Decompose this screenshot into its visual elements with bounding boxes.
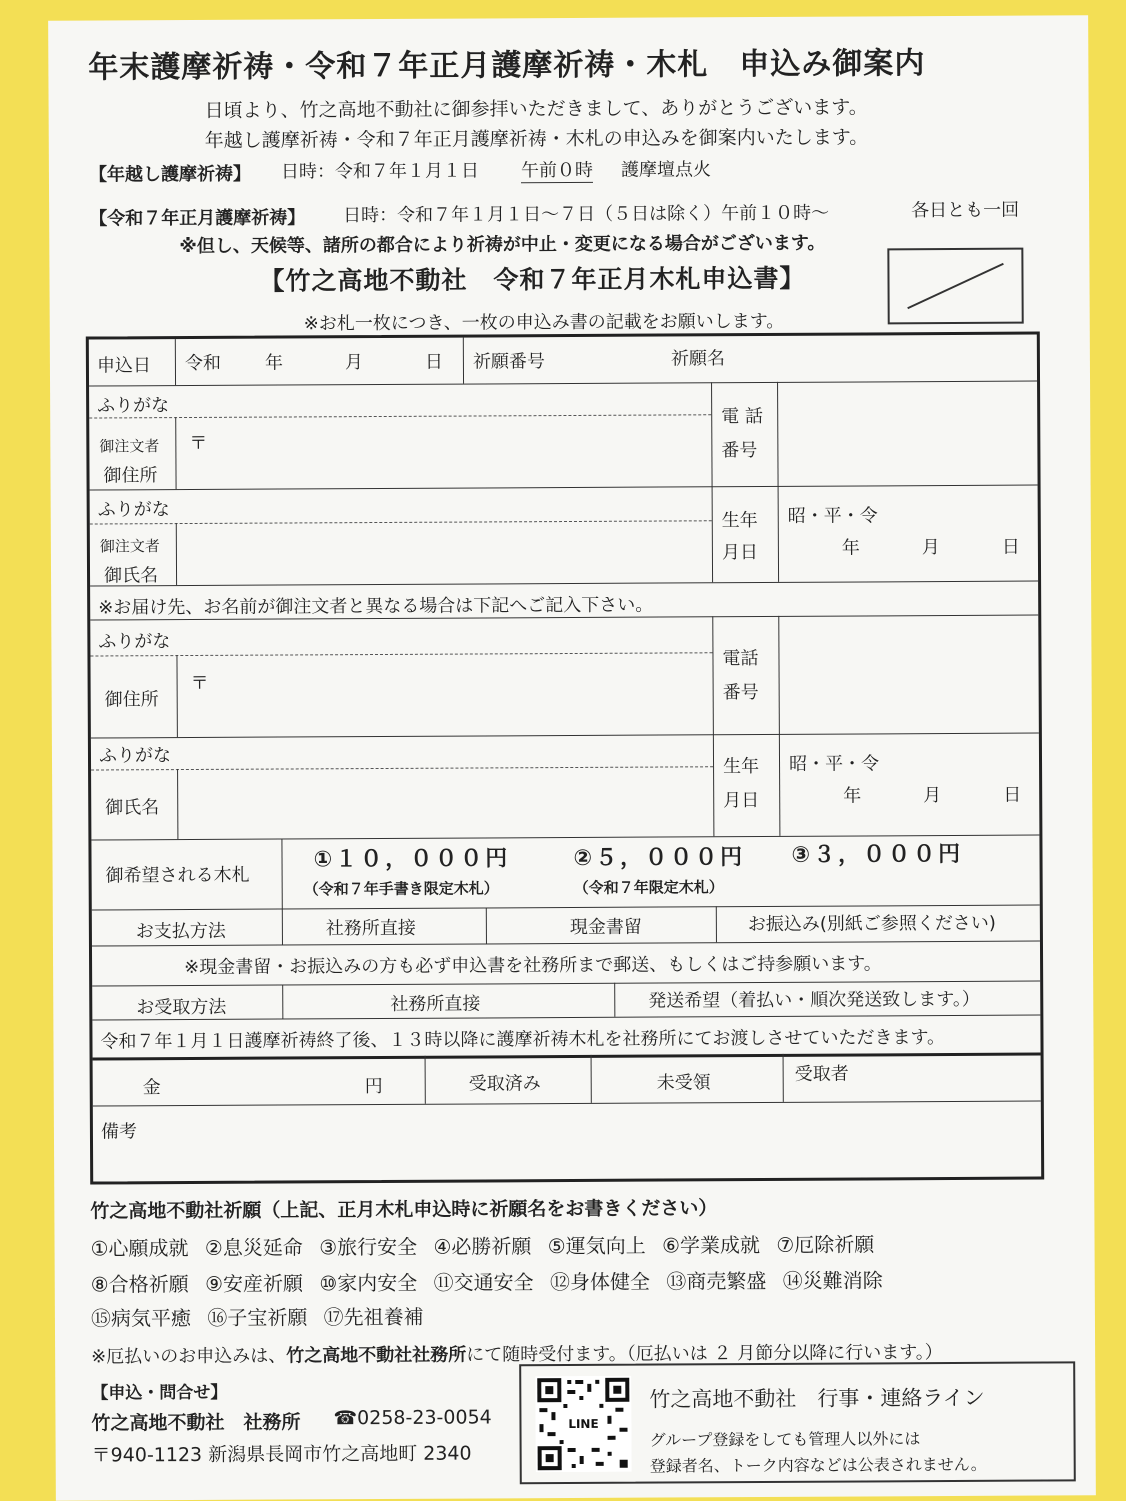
contact-label: 【申込・問合せ】 <box>91 1382 228 1404</box>
birth-year: 年 <box>841 537 860 559</box>
prayer-number-label: 祈願番号 <box>472 351 545 373</box>
form-subtitle: ※お札一枚につき、一枚の申込み書の記載をお願いします。 <box>303 310 785 335</box>
greeting-line-1: 日頃より、竹之高地不動社に御参拝いただきまして、ありがとうございます。 <box>204 96 868 122</box>
receive-note: 令和７年１月１日護摩祈祷終了後、１３時以降に護摩祈祷木札を社務所にてお渡しさせていただきます。 <box>100 1027 946 1053</box>
toshikoshi-label: 【年越し護摩祈祷】 <box>88 163 251 186</box>
orderer-label: 御注文者 <box>99 437 160 456</box>
birth-day: 日 <box>1003 784 1022 806</box>
line-group-box <box>519 1361 1076 1484</box>
birth-eras: 昭・平・令 <box>787 505 878 527</box>
furigana-label: ふりがな <box>98 745 172 767</box>
shogatsu-label: 【令和７年正月護摩祈祷】 <box>89 207 306 230</box>
prayer-item: ⑧合格祈願 <box>90 1272 189 1297</box>
greeting-line-2: 年越し護摩祈祷・令和７年正月護摩祈祷・木札の申込みを御案内いたします。 <box>204 126 869 152</box>
price-option-1-note: （令和７年手書き限定木札） <box>303 879 499 899</box>
phone-label-2: 番号 <box>721 440 758 462</box>
birth-label-2: 月日 <box>723 790 760 812</box>
yen-label: 円 <box>364 1075 383 1098</box>
phone-label-2: 番号 <box>722 682 759 704</box>
birth-label-2: 月日 <box>721 542 758 564</box>
price-option-3: ③３，０００円 <box>791 841 964 868</box>
application-form <box>86 332 1044 1185</box>
not-received-label: 未受領 <box>656 1072 711 1094</box>
prayer-item: ⑮病気平癒 <box>90 1306 191 1331</box>
stamp-box <box>887 248 1023 325</box>
payment-option-registered: 現金書留 <box>569 916 642 939</box>
birth-day: 日 <box>1001 536 1020 558</box>
yakubarai-office: 竹之高地不動社社務所 <box>286 1344 467 1367</box>
prayer-name-label: 祈願名 <box>670 348 725 370</box>
prayer-item: ②息災延命 <box>204 1235 303 1260</box>
contact-address: 〒940-1123 新潟県長岡市竹之高地町 2340 <box>91 1442 472 1467</box>
line-box-title: 竹之高地不動社 行事・連絡ライン <box>649 1385 985 1412</box>
prayer-item: ⑭災難消除 <box>782 1268 883 1293</box>
shogatsu-date: 日時：令和７年１月１日～７日（５日は除く）午前１０時～ <box>343 202 830 227</box>
form-title: 【竹之高地不動社 令和７年正月木札申込書】 <box>259 263 806 296</box>
prayer-item: ⑪交通安全 <box>433 1270 534 1295</box>
amount-label: 金 <box>142 1077 161 1099</box>
furigana-label: ふりがな <box>97 395 170 417</box>
phone-label: 電 話 <box>721 405 764 428</box>
birth-year: 年 <box>843 785 862 807</box>
phone-label: 電話 <box>722 648 759 670</box>
apply-date-label: 申込日 <box>96 355 151 377</box>
address-label: 御住所 <box>104 689 159 711</box>
prayer-item: ⑩家内安全 <box>319 1270 418 1296</box>
payment-label: お支払方法 <box>135 920 226 943</box>
slash-mark <box>889 250 1021 323</box>
birth-label: 生年 <box>721 510 758 532</box>
prayer-item: ⑥学業成就 <box>661 1233 761 1258</box>
prayer-item: ⑨安産祈願 <box>204 1271 304 1296</box>
prayer-item: ⑤運気向上 <box>547 1233 646 1259</box>
birth-month: 月 <box>923 785 942 807</box>
prayer-item: ⑬商売繁盛 <box>666 1268 767 1294</box>
receive-option-shipping: 発送希望（着払い・順次発送致します。） <box>648 988 980 1012</box>
orderer-label: 御注文者 <box>99 537 160 556</box>
schedule-notice: ※但し、天候等、諸所の都合により祈祷が中止・変更になる場合がございます。 <box>179 232 826 258</box>
prayers-row-2 <box>91 1264 883 1297</box>
postal-mark: 〒 <box>190 672 209 694</box>
furigana-label: ふりがな <box>98 631 171 653</box>
toshikoshi-date: 日時：令和７年１月１日 <box>280 160 479 183</box>
prayer-item: ⑰先祖養補 <box>323 1304 424 1330</box>
price-option-1: ①１０，０００円 <box>313 846 511 873</box>
birth-label: 生年 <box>722 756 760 778</box>
apply-date-day: 日 <box>424 351 443 373</box>
yakubarai-prefix: ※厄払いのお申込みは、 <box>91 1345 287 1368</box>
prayer-item: ①心願成就 <box>90 1236 189 1261</box>
received-label: 受取済み <box>468 1073 541 1095</box>
price-option-2-note: （令和７年限定木札） <box>573 878 724 897</box>
toshikoshi-event: 護摩壇点火 <box>620 159 711 181</box>
payment-option-direct: 社務所直接 <box>325 917 416 940</box>
prayer-item: ③旅行安全 <box>319 1234 418 1260</box>
prayer-item: ⑫身体健全 <box>549 1269 651 1295</box>
yakubarai-suffix: にて随時受付ます。（厄払いは ２ 月節分以降に行います。） <box>466 1342 943 1366</box>
form-paper <box>48 15 1096 1500</box>
prayers-heading: 竹之高地不動社祈願（上記、正月木札申込時に祈願名をお書きください） <box>90 1197 718 1223</box>
delivery-note: ※お届け先、お名前が御注文者と異なる場合は下記へご記入下さい。 <box>98 594 654 619</box>
apply-date-year: 年 <box>264 352 283 374</box>
apply-date-month: 月 <box>344 352 363 374</box>
line-box-desc-1: グループ登録をしても管理人以外には <box>649 1429 921 1450</box>
receive-label: お受取方法 <box>136 996 227 1019</box>
payment-note: ※現金書留・お振込みの方も必ず申込書を社務所まで郵送、もしくはご持参願います。 <box>184 953 882 979</box>
payment-option-transfer: お振込み(別紙ご参照ください) <box>747 912 996 936</box>
toshikoshi-time: 午前０時 <box>521 156 593 183</box>
postal-mark: 〒 <box>189 432 208 454</box>
page-title: 年末護摩祈祷・令和７年正月護摩祈祷・木札 申込み御案内 <box>88 46 926 86</box>
qr-line-label: LINE <box>568 1416 599 1432</box>
birth-month: 月 <box>921 537 940 559</box>
price-option-2: ②５，０００円 <box>573 845 746 871</box>
receiver-label: 受取者 <box>794 1063 849 1085</box>
birth-eras: 昭・平・令 <box>788 753 880 775</box>
receive-option-direct: 社務所直接 <box>390 993 481 1015</box>
name-label: 御氏名 <box>103 565 159 587</box>
contact-phone: ☎0258-23-0054 <box>333 1406 492 1430</box>
furigana-label: ふりがな <box>97 499 170 521</box>
apply-date-era: 令和 <box>184 352 221 375</box>
qr-code-icon[interactable] <box>535 1376 632 1473</box>
contact-org: 竹之高地不動社 社務所 <box>91 1411 301 1435</box>
prayer-item: ⑦厄除祈願 <box>776 1232 875 1257</box>
prayer-item: ⑯子宝祈願 <box>207 1305 308 1330</box>
shogatsu-frequency: 各日とも一回 <box>911 199 1020 222</box>
remarks-label: 備考 <box>100 1121 138 1143</box>
address-label: 御住所 <box>103 465 158 487</box>
name-label: 御氏名 <box>105 797 160 819</box>
kifuda-label: 御希望される木札 <box>105 864 250 887</box>
prayers-row-3 <box>91 1301 424 1332</box>
prayers-row-1 <box>90 1228 874 1261</box>
line-box-desc-2: 登録者名、トーク内容などは公表されません。 <box>649 1454 987 1476</box>
prayer-item: ④必勝祈願 <box>433 1234 532 1259</box>
